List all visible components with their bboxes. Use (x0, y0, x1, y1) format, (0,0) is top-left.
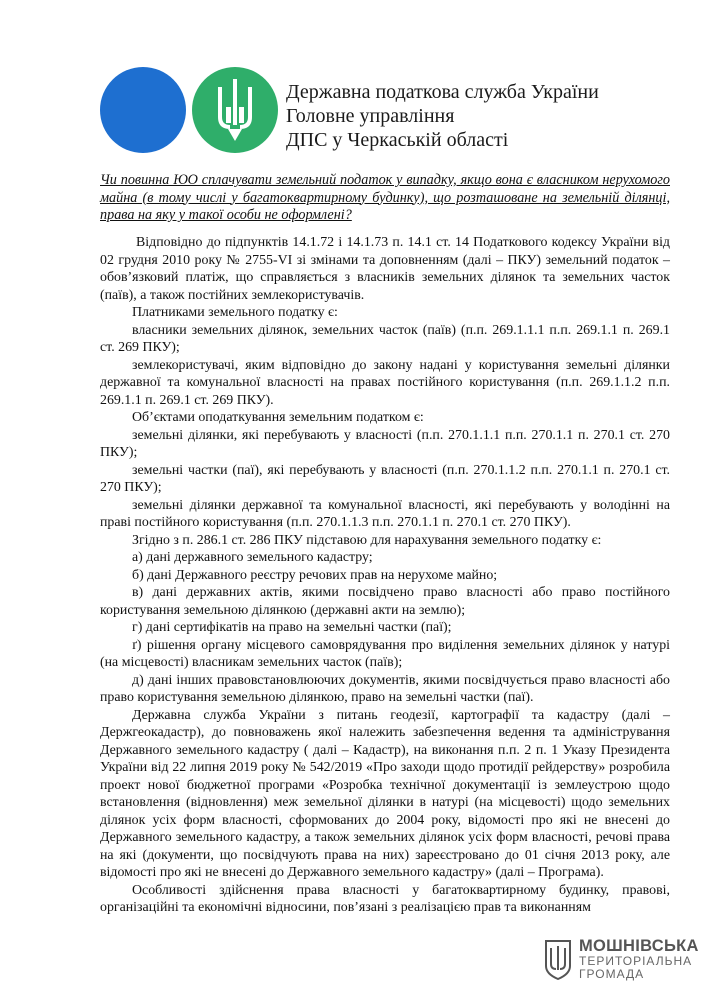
paragraph: г) дані сертифікатів на право на земельні частки (паї); (132, 620, 452, 635)
trident-icon (543, 940, 573, 980)
paragraph: д) дані інших правовстановлюючих документів, якими посвідчується право власності або право користування земельною ділянкою, право на земельні частки (паї). (100, 672, 670, 705)
org-line-3: ДПС у Черкаській області (286, 129, 509, 151)
paragraph: Особливості здійснення права власності у багатоквартирному будинку, правові, організаційні та економічні відносини, пов’язані з реалізацією прав та виконанням (100, 882, 670, 915)
paragraph: земельні ділянки державної та комунальної власності, які перебувають у володінні на праві постійного користування (п.п. 270.1.1.3 п.п. 270.1.1 п. 270.1 ст. 270 ПКУ). (100, 497, 670, 530)
paragraph: в) дані державних актів, якими посвідчено право власності або право постійного користування земельною ділянкою (державні акти на землю); (100, 585, 670, 618)
logo-blue-circle (100, 67, 186, 153)
org-line-1: Державна податкова служба України (286, 81, 599, 103)
community-name-line-1: МОШНІВСЬКА (579, 937, 699, 955)
paragraph: Згідно з п. 286.1 ст. 286 ПКУ підставою для нарахування земельного податку є: (132, 532, 602, 548)
community-logo (543, 937, 699, 984)
paragraph: Державна служба України з питань геодезії, картографії та кадастру (далі – Держгеокадастр), до повноважень якої належить забезпечення ведення та адміністрування Державного земельного кадастру ( далі – Кадастр), на виконання п.п. 2 п. 1 Указу Президента України від 22 липня 2019 року № 542/2019 «Про заходи щодо протидії рейдерству» розробила проект нової бюджетної програми «Розробка технічної документації із землеустрою щодо встановлення (відновлення) меж земельної ділянки в натурі (на місцевості) щодо земельних ділянок усіх форм власності, сформованих до 2004 року, відомості про які не внесені до Державного земельного кадастру, а також земельних ділянок усіх форм власності, речові права на які (документи, що посвідчують права на них) зареєстровано до 01 січня 2013 року, але відомості про які не внесені до Державного земельного кадастру» (далі – Програма). (100, 707, 670, 880)
paragraph: Платниками земельного податку є: (132, 305, 338, 320)
community-name-line-3: ГРОМАДА (579, 967, 645, 981)
community-name-line-2: ТЕРИТОРІАЛЬНА (579, 954, 693, 968)
paragraph: Об’єктами оподаткування земельним податком є: (132, 410, 424, 425)
organization-name (286, 80, 599, 152)
question-heading: Чи повинна ЮО сплачувати земельний податок у випадку, якщо вона є власником нерухомого майна (в тому числі у багатоквартирному будинку), що розташоване на земельній ділянці, права на яку у такої особи не оформлені? (100, 172, 670, 223)
document-body (100, 234, 670, 917)
header (100, 65, 660, 155)
paragraph: землекористувачі, яким відповідно до закону надані у користування земельні ділянки державної та комунальної власності на правах постійного користування (п.п. 269.1.1.2 п.п. 269.1.1 п. 269.1 ст. 269 ПКУ). (100, 357, 670, 408)
community-name (579, 938, 699, 981)
org-line-2: Головне управління (286, 105, 455, 127)
paragraph: власники земельних ділянок, земельних часток (паїв) (п.п. 269.1.1.1 п.п. 269.1.1 п. 269.1 ст. 269 ПКУ); (100, 322, 670, 355)
paragraph: б) дані Державного реєстру речових прав на нерухоме майно; (132, 567, 498, 583)
paragraph: Відповідно до підпунктів 14.1.72 і 14.1.73 п. 14.1 ст. 14 Податкового кодексу України від 02 грудня 2010 року № 2755-VI зі змінами та доповненням (далі – ПКУ) земельний податок – обов’язковий платіж, що справляється з власників земельних ділянок та земельних часток (паїв), а також постійних землекористувачів. (100, 235, 670, 303)
paragraph: ґ) рішення органу місцевого самоврядування про виділення земельних ділянок у натурі (на місцевості) власникам земельних часток (паїв); (100, 637, 670, 670)
paragraph: земельні ділянки, які перебувають у власності (п.п. 270.1.1.1 п.п. 270.1.1 п. 270.1 ст. 270 ПКУ); (100, 427, 670, 460)
paragraph: земельні частки (паї), які перебувають у власності (п.п. 270.1.1.2 п.п. 270.1.1 п. 270.1 ст. 270 ПКУ); (100, 462, 670, 495)
dps-logo (100, 65, 290, 155)
paragraph: а) дані державного земельного кадастру; (132, 550, 373, 565)
